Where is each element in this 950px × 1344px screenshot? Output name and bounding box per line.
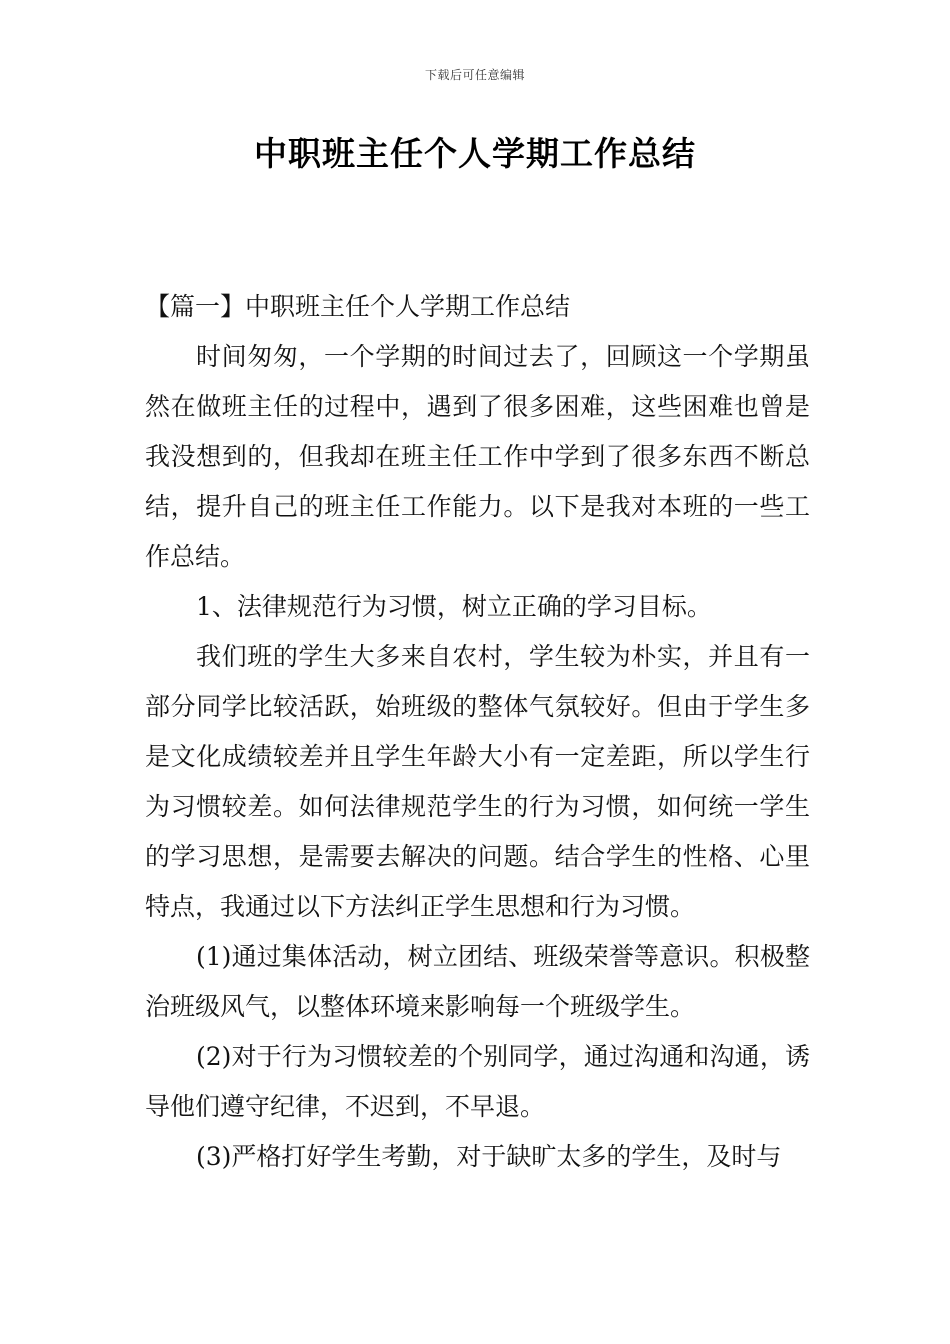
document-title: 中职班主任个人学期工作总结 — [254, 134, 696, 173]
paragraph-item-2: (2)对于行为习惯较差的个别同学，通过沟通和沟通，诱导他们遵守纪律，不迟到，不早退。 — [145, 1042, 810, 1121]
header-note: 下载后可任意编辑 — [424, 68, 525, 82]
paragraph-item-3: (3)严格打好学生考勤，对于缺旷太多的学生，及时与 — [196, 1142, 782, 1171]
paragraph-point-1: 1、法律规范行为习惯，树立正确的学习目标。 — [196, 592, 712, 621]
paragraph-intro: 时间匆匆，一个学期的时间过去了，回顾这一个学期虽然在做班主任的过程中，遇到了很多困难，这些困难也曾是我没想到的，但我却在班主任工作中学到了很多东西不断总结，提升自己的班主任工作能力。以下是我对本班的一些工作总结。 — [145, 342, 810, 571]
document-body — [145, 282, 810, 1182]
section-heading: 【篇一】中职班主任个人学期工作总结 — [145, 292, 571, 321]
paragraph-item-1: (1)通过集体活动，树立团结、班级荣誉等意识。积极整治班级风气，以整体环境来影响每一个班级学生。 — [145, 942, 810, 1021]
paragraph-background: 我们班的学生大多来自农村，学生较为朴实，并且有一部分同学比较活跃，始班级的整体气氛较好。但由于学生多是文化成绩较差并且学生年龄大小有一定差距，所以学生行为习惯较差。如何法律规范学生的行为习惯，如何统一学生的学习思想，是需要去解决的问题。结合学生的性格、心里特点，我通过以下方法纠正学生思想和行为习惯。 — [145, 642, 810, 921]
